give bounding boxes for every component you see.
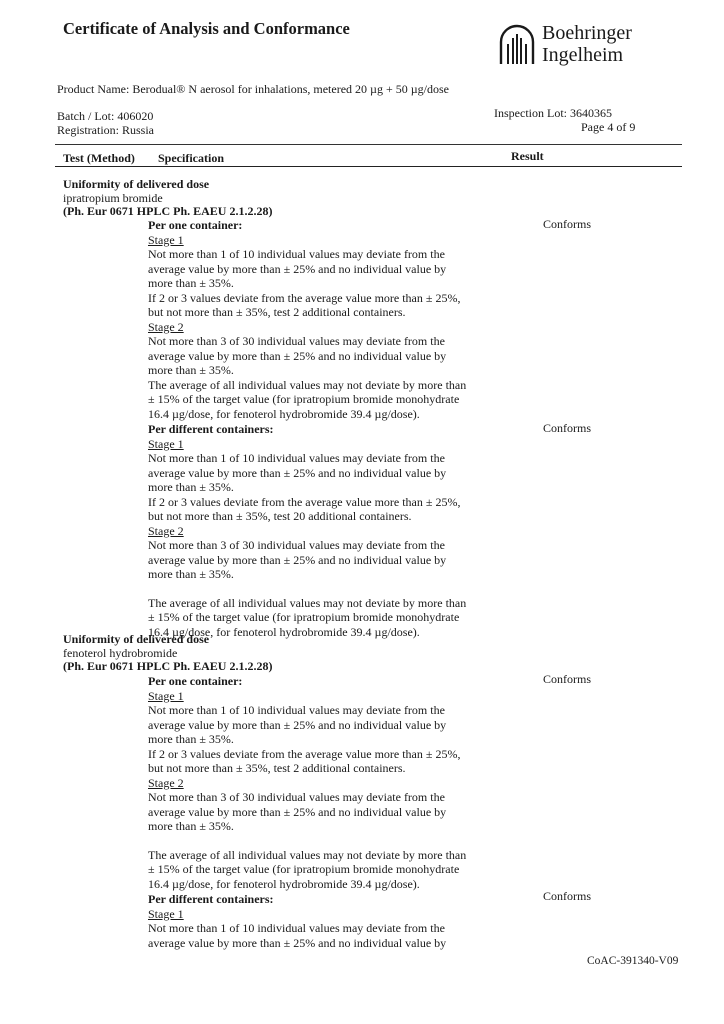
page-number: Page 4 of 9 bbox=[581, 120, 636, 134]
stage-label: Stage 1 bbox=[148, 232, 184, 247]
spec-line: The average of all individual values may not deviate by more than bbox=[148, 377, 467, 392]
company-logo bbox=[497, 22, 657, 70]
spec-line: Not more than 1 of 10 individual values may deviate from the bbox=[148, 703, 445, 717]
logo-text-line2: Ingelheim bbox=[542, 44, 624, 66]
spec-line: but not more than ± 35%, test 20 additional containers. bbox=[148, 509, 412, 523]
result-value: Conforms bbox=[543, 421, 591, 435]
spec-line: ± 15% of the target value (for ipratropium bromide monohydrate bbox=[148, 610, 460, 624]
batch-lot: Batch / Lot: 406020 bbox=[57, 109, 154, 123]
spec-heading: Per one container: bbox=[148, 674, 243, 688]
stage-label: Stage 1 bbox=[148, 688, 184, 703]
stage-label: Stage 2 bbox=[148, 319, 184, 334]
result-value: Conforms bbox=[543, 889, 591, 903]
spec-line: The average of all individual values may not deviate by more than bbox=[148, 847, 467, 862]
test-item bbox=[63, 178, 272, 219]
spec-line: Not more than 3 of 30 individual values may deviate from the bbox=[148, 790, 445, 804]
header-divider-top bbox=[55, 144, 682, 145]
test-method: (Ph. Eur 0671 HPLC Ph. EAEU 2.1.2.28) bbox=[63, 204, 273, 219]
boehringer-logo-icon bbox=[497, 24, 537, 68]
spec-line: but not more than ± 35%, test 2 additional containers. bbox=[148, 305, 406, 319]
stage-label: Stage 1 bbox=[148, 906, 184, 921]
spec-heading: Per different containers: bbox=[148, 892, 274, 906]
stage-label: Stage 1 bbox=[148, 436, 184, 451]
spec-heading: Per one container: bbox=[148, 218, 243, 232]
spec-line: Not more than 3 of 30 individual values may deviate from the bbox=[148, 538, 445, 552]
header-divider-bottom bbox=[55, 166, 682, 167]
column-header-test: Test (Method) bbox=[63, 151, 135, 165]
test-title: Uniformity of delivered dose bbox=[63, 177, 210, 191]
spec-line: more than ± 35%. bbox=[148, 276, 234, 290]
column-header-result: Result bbox=[511, 149, 544, 163]
test-item bbox=[63, 633, 272, 674]
spec-line: more than ± 35%. bbox=[148, 363, 234, 377]
spec-block-per-one-container bbox=[148, 674, 483, 891]
spec-line: The average of all individual values may not deviate by more than bbox=[148, 595, 467, 610]
spec-block-per-different-containers bbox=[148, 422, 483, 639]
spec-line: more than ± 35%. bbox=[148, 567, 234, 581]
spec-line: average value by more than ± 25% and no individual value by bbox=[148, 261, 447, 276]
spec-line: 16.4 µg/dose, for fenoterol hydrobromide 39.4 µg/dose). bbox=[148, 624, 420, 639]
spec-line: more than ± 35%. bbox=[148, 732, 234, 746]
column-header-specification: Specification bbox=[158, 151, 224, 165]
spec-line: average value by more than ± 25% and no individual value by bbox=[148, 348, 447, 363]
product-name: Product Name: Berodual® N aerosol for inhalations, metered 20 µg + 50 µg/dose bbox=[57, 82, 449, 96]
inspection-lot: Inspection Lot: 3640365 bbox=[494, 106, 612, 120]
spec-line: average value by more than ± 25% and no individual value by bbox=[148, 717, 447, 732]
test-substance: fenoterol hydrobromide bbox=[63, 645, 178, 660]
spec-block-per-different-containers bbox=[148, 892, 483, 950]
result-value: Conforms bbox=[543, 217, 591, 231]
spec-line: If 2 or 3 values deviate from the average value more than ± 25%, bbox=[148, 290, 461, 305]
spec-line: average value by more than ± 25% and no individual value by bbox=[148, 552, 447, 567]
spec-block-per-one-container bbox=[148, 218, 483, 421]
result-value: Conforms bbox=[543, 672, 591, 686]
stage-label: Stage 2 bbox=[148, 523, 184, 538]
spec-line: more than ± 35%. bbox=[148, 819, 234, 833]
spec-line: Not more than 3 of 30 individual values may deviate from the bbox=[148, 334, 445, 348]
registration: Registration: Russia bbox=[57, 123, 154, 137]
test-substance: ipratropium bromide bbox=[63, 190, 163, 205]
spec-line: average value by more than ± 25% and no individual value by bbox=[148, 804, 447, 819]
spec-heading: Per different containers: bbox=[148, 422, 274, 436]
test-method: (Ph. Eur 0671 HPLC Ph. EAEU 2.1.2.28) bbox=[63, 659, 273, 674]
spec-line: Not more than 1 of 10 individual values may deviate from the bbox=[148, 247, 445, 261]
document-title: Certificate of Analysis and Conformance bbox=[63, 19, 350, 38]
test-title: Uniformity of delivered dose bbox=[63, 632, 210, 646]
spec-line: Not more than 1 of 10 individual values may deviate from the bbox=[148, 921, 445, 935]
logo-text-line1: Boehringer bbox=[542, 22, 632, 44]
spec-line: more than ± 35%. bbox=[148, 480, 234, 494]
spec-line: If 2 or 3 values deviate from the average value more than ± 25%, bbox=[148, 494, 461, 509]
spec-line: average value by more than ± 25% and no individual value by bbox=[148, 935, 447, 950]
stage-label: Stage 2 bbox=[148, 775, 184, 790]
spec-line: If 2 or 3 values deviate from the average value more than ± 25%, bbox=[148, 746, 461, 761]
document-code: CoAC-391340-V09 bbox=[587, 955, 679, 967]
spec-line: ± 15% of the target value (for ipratropium bromide monohydrate bbox=[148, 862, 460, 876]
spec-line: Not more than 1 of 10 individual values may deviate from the bbox=[148, 451, 445, 465]
spec-line: average value by more than ± 25% and no individual value by bbox=[148, 465, 447, 480]
spec-line: 16.4 µg/dose, for fenoterol hydrobromide 39.4 µg/dose). bbox=[148, 406, 420, 421]
spec-line: ± 15% of the target value (for ipratropium bromide monohydrate bbox=[148, 392, 460, 406]
spec-line: 16.4 µg/dose, for fenoterol hydrobromide 39.4 µg/dose). bbox=[148, 876, 420, 891]
spec-line: but not more than ± 35%, test 2 additional containers. bbox=[148, 761, 406, 775]
